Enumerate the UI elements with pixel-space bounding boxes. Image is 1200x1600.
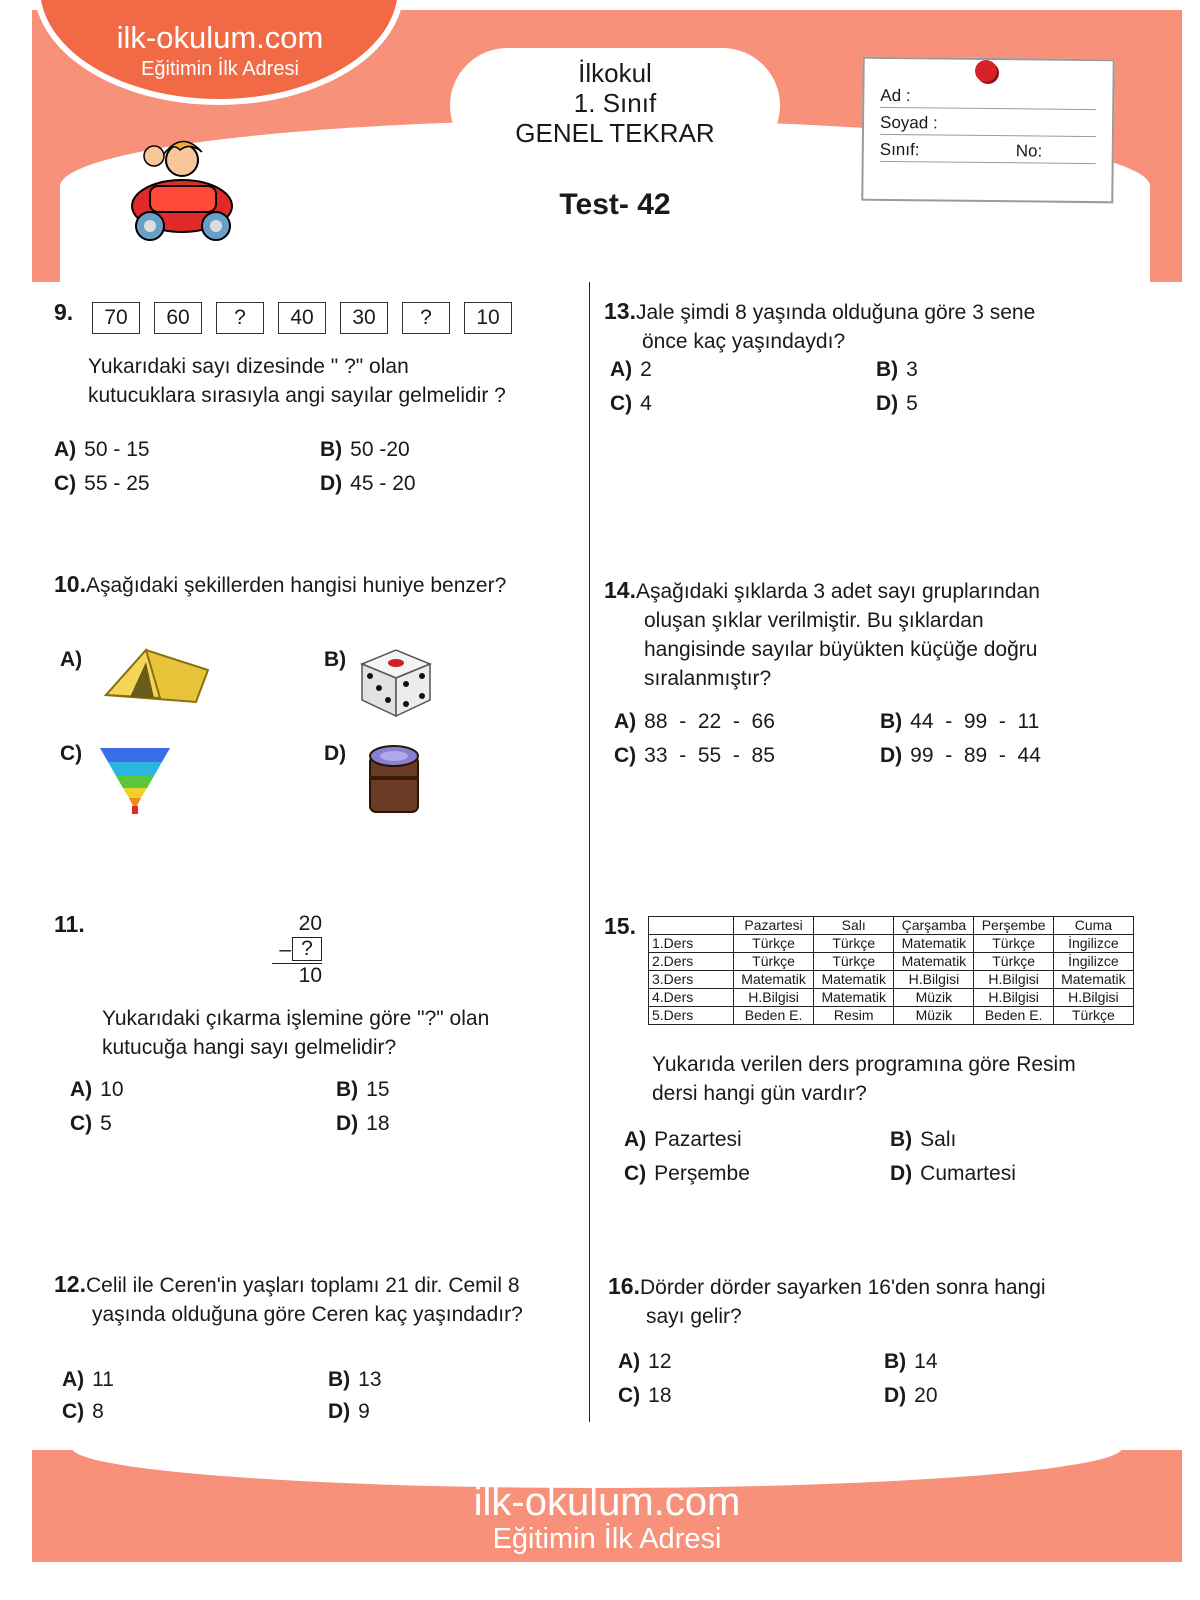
q14-option-b[interactable]: B) 44 - 99 - 11 (880, 710, 1040, 733)
subtrahend-row (272, 936, 322, 964)
test-number: Test- 42 (559, 188, 671, 221)
minus-sign: – (279, 937, 291, 961)
thought-puff (365, 155, 409, 187)
table-cell: Türkçe (974, 935, 1053, 953)
seq-box: 40 (278, 302, 326, 334)
table-cell: 1.Ders (649, 935, 734, 953)
table-cell: Türkçe (734, 953, 814, 971)
column-divider (589, 282, 590, 1422)
q12-option-d[interactable]: D) 9 (328, 1400, 370, 1423)
table-header-row (649, 917, 1134, 935)
table-row (649, 953, 1134, 971)
push-pin-icon (975, 60, 997, 82)
q14-option-c[interactable]: C) 33 - 55 - 85 (614, 744, 775, 767)
dice-icon (356, 644, 436, 720)
q13-option-c[interactable]: C) 4 (610, 392, 652, 415)
table-cell: İngilizce (1053, 935, 1133, 953)
q15-option-a[interactable]: A) Pazartesi (624, 1128, 742, 1151)
q13-option-d[interactable]: D) 5 (876, 392, 918, 415)
thought-puff (320, 172, 354, 198)
table-cell: İngilizce (1053, 953, 1133, 971)
minuend: 20 (298, 912, 322, 935)
q10-option-a[interactable]: A) (60, 648, 83, 671)
q9-sequence (92, 302, 526, 334)
table-cell: H.Bilgisi (894, 971, 974, 989)
table-cell: Matematik (1053, 971, 1133, 989)
seq-box: ? (216, 302, 264, 334)
question-10: 10.Aşağıdaki şekillerden hangisi huniye benzer? (54, 571, 507, 597)
q11-option-d[interactable]: D) 18 (336, 1112, 390, 1135)
table-cell: Resim (814, 1007, 894, 1025)
q16-option-c[interactable]: C) 18 (618, 1384, 672, 1407)
table-cell: Matematik (734, 971, 814, 989)
table-header: Salı (814, 917, 894, 935)
table-row (649, 1007, 1134, 1025)
table-cell: 2.Ders (649, 953, 734, 971)
seq-box: 60 (154, 302, 202, 334)
table-cell: Müzik (894, 989, 974, 1007)
table-header: Perşembe (974, 917, 1053, 935)
question-15-text: Yukarıda verilen ders programına göre Resim dersi hangi gün vardır? (652, 1053, 1076, 1105)
footer-subtitle: Eğitimin İlk Adresi (492, 1523, 722, 1555)
barrel-icon (362, 740, 426, 820)
q9-option-d[interactable]: D) 45 - 20 (320, 472, 416, 495)
table-cell: Türkçe (814, 953, 894, 971)
table-cell: Matematik (814, 989, 894, 1007)
table-cell: H.Bilgisi (1053, 989, 1133, 1007)
seq-box: 10 (464, 302, 512, 334)
q14-option-a[interactable]: A) 88 - 22 - 66 (614, 710, 775, 733)
table-cell: Beden E. (974, 1007, 1053, 1025)
q12-option-b[interactable]: B) 13 (328, 1368, 382, 1391)
thought-puff (284, 187, 310, 207)
table-cell: Türkçe (974, 953, 1053, 971)
cartoon-car-icon (120, 128, 240, 248)
test-subject: GENEL TEKRAR (515, 118, 715, 148)
table-header (649, 917, 734, 935)
q9-option-c[interactable]: C) 55 - 25 (54, 472, 150, 495)
table-cell: 5.Ders (649, 1007, 734, 1025)
q11-option-c[interactable]: C) 5 (70, 1112, 112, 1135)
q13-option-b[interactable]: B) 3 (876, 358, 918, 381)
table-cell: Matematik (814, 971, 894, 989)
surname-label: Soyad : (879, 112, 938, 133)
table-row (649, 971, 1134, 989)
question-16: 16.Dörder dörder sayarken 16'den sonra hangi sayı gelir? (608, 1273, 1046, 1328)
class-field[interactable] (880, 135, 1016, 162)
question-13: 13.Jale şimdi 8 yaşında olduğuna göre 3 sene önce kaç yaşındaydı? (604, 298, 1036, 353)
question-9-text: Yukarıdaki sayı dizesinde " ?" olan kutucuklara sırasıyla angi sayılar gelmelidir ? (88, 355, 506, 407)
table-cell: 4.Ders (649, 989, 734, 1007)
q9-option-a[interactable]: A) 50 - 15 (54, 438, 150, 461)
thought-puff (258, 200, 276, 214)
q16-option-b[interactable]: B) 14 (884, 1350, 938, 1373)
q11-option-b[interactable]: B) 15 (336, 1078, 390, 1101)
table-row (649, 935, 1134, 953)
table-cell: 3.Ders (649, 971, 734, 989)
table-cell: H.Bilgisi (974, 971, 1053, 989)
table-cell: Türkçe (734, 935, 814, 953)
q11-option-a[interactable]: A) 10 (70, 1078, 124, 1101)
name-field[interactable] (880, 81, 1096, 110)
table-header: Pazartesi (734, 917, 814, 935)
class-no-row (880, 135, 1096, 164)
table-cell: Müzik (894, 1007, 974, 1025)
number-label: No: (1015, 141, 1043, 161)
q9-option-b[interactable]: B) 50 -20 (320, 438, 410, 461)
table-cell: H.Bilgisi (974, 989, 1053, 1007)
name-label: Ad : (880, 85, 911, 106)
question-11-text: Yukarıdaki çıkarma işlemine göre "?" olan kutucuğa hangi sayı gelmelidir? (102, 1007, 490, 1059)
logo-subtitle: Eğitimin İlk Adresi (141, 58, 299, 80)
q12-option-a[interactable]: A) 11 (62, 1368, 114, 1391)
logo-title: ilk-okulum.com (116, 20, 324, 55)
school-level: İlkokul (578, 58, 652, 88)
q13-option-a[interactable]: A) 2 (610, 358, 652, 381)
funnel-icon (96, 742, 174, 818)
q15-option-c[interactable]: C) Perşembe (624, 1162, 750, 1185)
answer-box: ? (292, 937, 322, 961)
q10-option-c[interactable]: C) (60, 742, 83, 765)
table-cell: Matematik (894, 935, 974, 953)
q10-option-b[interactable]: B) (324, 648, 347, 671)
class-label: Sınıf: (879, 139, 920, 160)
number-field[interactable] (1016, 136, 1043, 162)
surname-field[interactable] (880, 108, 1096, 137)
table-header: Çarşamba (894, 917, 974, 935)
table-cell: Türkçe (814, 935, 894, 953)
q15-option-d[interactable]: D) Cumartesi (890, 1162, 1016, 1185)
table-cell: H.Bilgisi (734, 989, 814, 1007)
q14-option-d[interactable]: D) 99 - 89 - 44 (880, 744, 1041, 767)
table-cell: Türkçe (1053, 1007, 1133, 1025)
q12-option-c[interactable]: C) 8 (62, 1400, 104, 1423)
title-cloud-text (450, 58, 780, 148)
q16-option-d[interactable]: D) 20 (884, 1384, 938, 1407)
footer-title: ilk-okulum.com (473, 1480, 741, 1524)
q16-option-a[interactable]: A) 12 (618, 1350, 672, 1373)
seq-box: 70 (92, 302, 140, 334)
seq-box: 30 (340, 302, 388, 334)
question-15-number: 15. (604, 913, 636, 939)
subtraction-problem (272, 912, 322, 988)
difference: 10 (298, 964, 322, 987)
table-header: Cuma (1053, 917, 1133, 935)
q10-option-d[interactable]: D) (324, 742, 347, 765)
table-row (649, 989, 1134, 1007)
question-11-number: 11. (54, 911, 85, 937)
question-12: 12.Celil ile Ceren'in yaşları toplamı 21 dir. Cemil 8 yaşında olduğuna göre Ceren kaç yaşındadır? (54, 1271, 523, 1326)
seq-box: ? (402, 302, 450, 334)
table-cell: Beden E. (734, 1007, 814, 1025)
tent-icon (98, 640, 213, 705)
question-14: 14.Aşağıdaki şıklarda 3 adet sayı gruplarından oluşan şıklar verilmiştir. Bu şıklardan hangisinde sayılar büyükten küçüğe doğru sıralanmıştır? (604, 577, 1040, 690)
schedule-table (648, 916, 1134, 1025)
question-9-number: 9. (54, 299, 74, 325)
grade: 1. Sınıf (573, 88, 657, 118)
q15-option-b[interactable]: B) Salı (890, 1128, 957, 1151)
table-cell: Matematik (894, 953, 974, 971)
